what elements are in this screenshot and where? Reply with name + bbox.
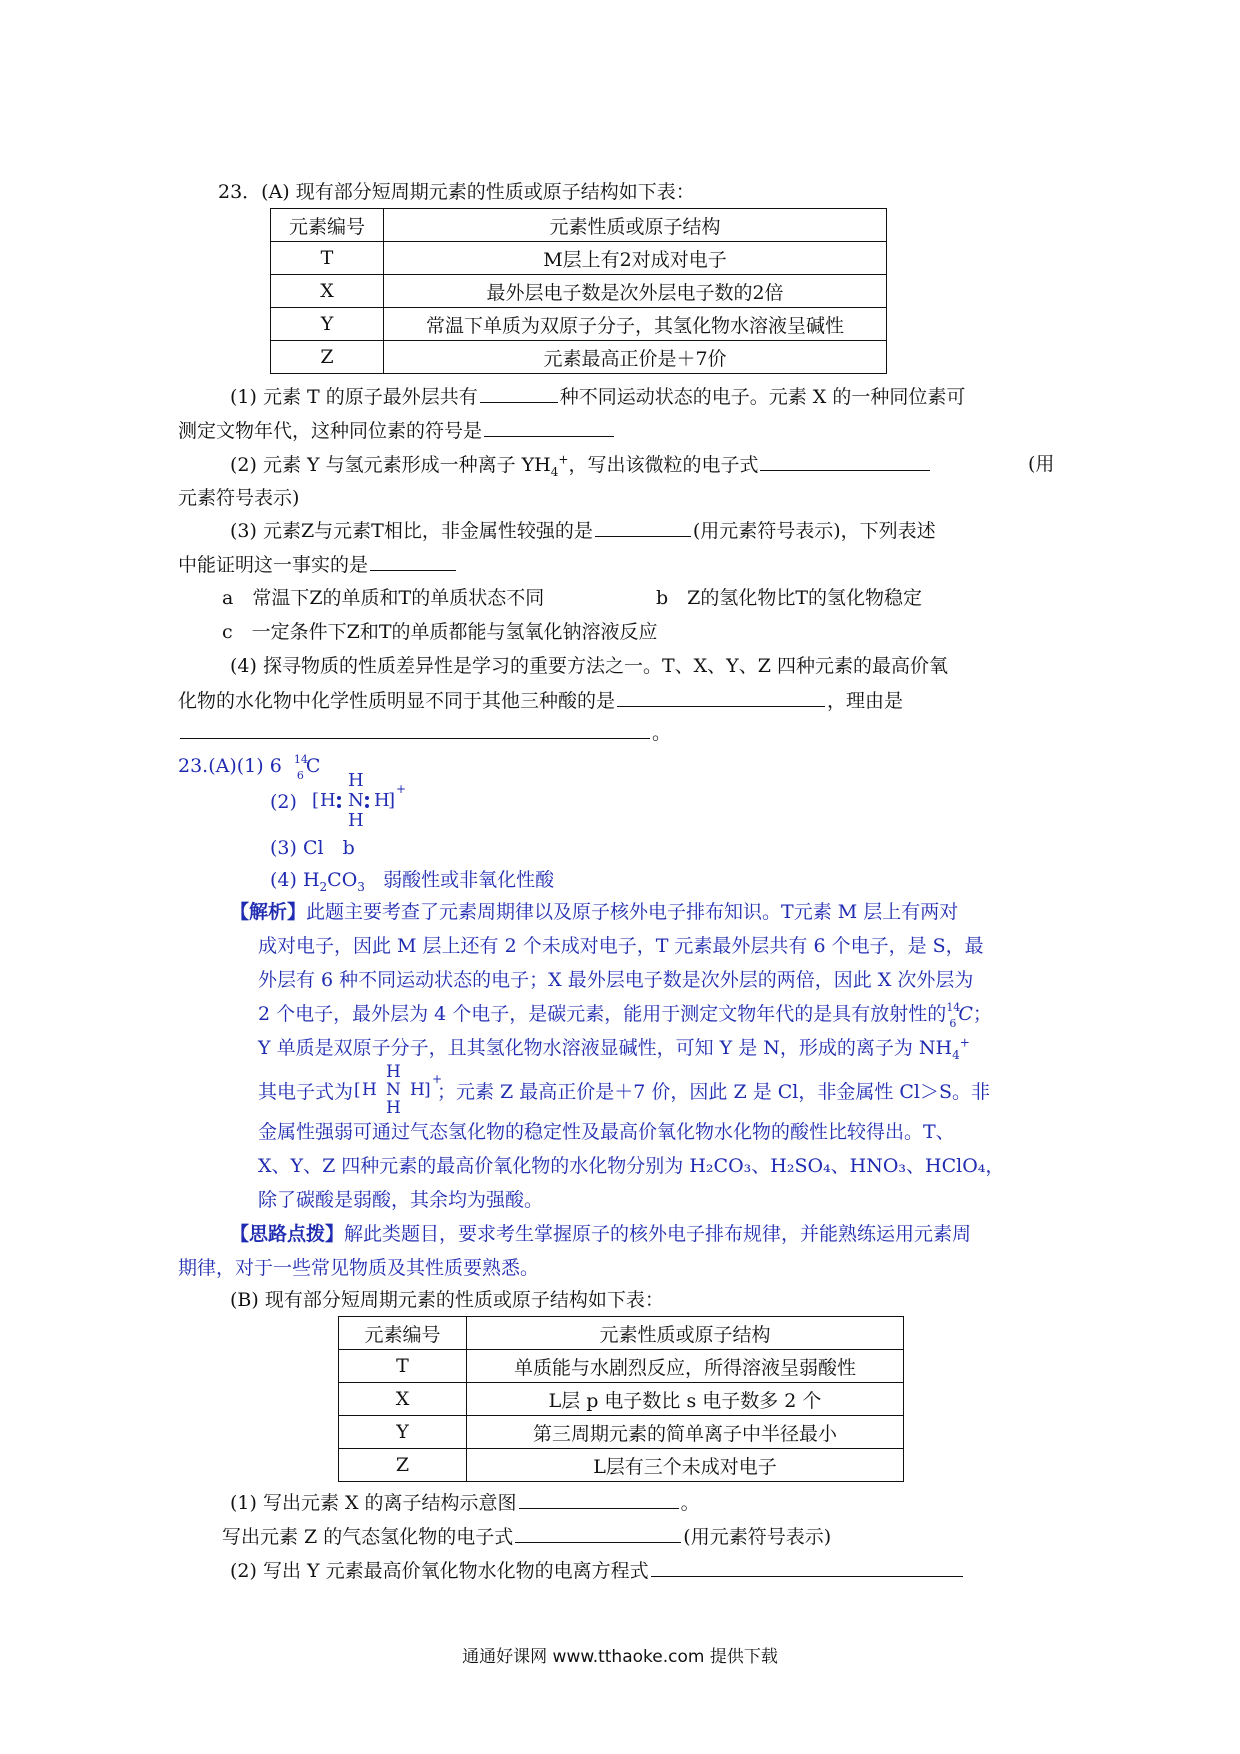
atom-h: H [348, 810, 364, 831]
table-cell-desc: 第三周期元素的简单离子中半径最小 [467, 1416, 904, 1449]
explanation-text: Y 单质是双原子分子，且其氢化物水溶液显碱性，可知 Y 是 N，形成的离子为 NH [258, 1037, 953, 1059]
superscript: + [558, 452, 569, 467]
explanation-line5 [258, 1034, 970, 1062]
q2-text: (2) 写出 Y 元素最高价氧化物水化物的电离方程式 [230, 1560, 649, 1582]
ammonium-electron-formula [312, 770, 407, 832]
explanation-line3: 外层有 6 种不同运动状态的电子；X 最外层电子数是次外层的两倍，因此 X 次外层为 [258, 969, 974, 991]
tip-line1 [230, 1220, 971, 1248]
atom-h: H [374, 790, 390, 811]
tip-text: 解此类题目，要求考生掌握原子的核外电子排布规律，并能熟练运用元素周 [344, 1223, 972, 1245]
table-header-cell: 元素性质或原子结构 [384, 209, 887, 242]
mass-number: 14 [946, 1001, 961, 1014]
part-a-title: 23．(A) 现有部分短周期元素的性质或原子结构如下表： [218, 181, 695, 203]
answer-text: CO [327, 869, 358, 891]
q1-text: (1) 写出元素 X 的离子结构示意图 [230, 1492, 517, 1514]
answer-blank[interactable] [651, 1556, 963, 1577]
table-row [271, 275, 887, 308]
q1-text: 种不同运动状态的电子。元素 X 的一种同位素可 [559, 386, 966, 408]
electron-dot [365, 796, 369, 800]
table-cell-desc: 元素最高正价是＋7价 [384, 341, 887, 374]
q1-text: (用元素符号表示) [683, 1526, 832, 1548]
answer-2 [270, 788, 297, 816]
part-a-table [270, 208, 887, 374]
answer-1 [178, 752, 320, 780]
subscript: 4 [952, 1047, 960, 1062]
part-a-q1-line2 [178, 416, 616, 445]
answer-blank[interactable] [595, 516, 691, 537]
part-a-q4-line2 [178, 686, 903, 715]
q2-text-right: (用 [1028, 453, 1055, 475]
table-header-cell: 元素编号 [339, 1317, 467, 1350]
answer-text: (2) [270, 791, 297, 813]
subscript: 3 [357, 879, 365, 894]
table-row [339, 1383, 904, 1416]
atomic-number: 6 [949, 1017, 957, 1030]
explanation-tag: 【解析】 [230, 901, 307, 923]
isotope-notation [946, 1000, 961, 1030]
bracket-left: [ [354, 1080, 361, 1100]
page-footer: 通通好课网 www.tthaoke.com 提供下载 [462, 1647, 778, 1667]
part-b-q1-line1 [230, 1488, 700, 1517]
part-b-q1-line2 [222, 1522, 831, 1551]
answer-blank[interactable] [760, 450, 930, 471]
q4-text: ，理由是 [827, 690, 904, 712]
bracket-right: ] [388, 790, 396, 811]
answer-blank[interactable] [180, 718, 650, 739]
table-row [339, 1350, 904, 1383]
answer-blank[interactable] [617, 686, 825, 707]
answer-blank[interactable] [480, 382, 558, 403]
electron-dot [337, 796, 341, 800]
element-symbol: C [958, 1003, 973, 1025]
explanation-text: 2 个电子，最外层为 4 个电子，是碳元素，能用于测定文物年代的是具有放射性的 [258, 1003, 947, 1025]
q1-text: 写出元素 Z 的气态氢化物的电子式 [222, 1526, 514, 1548]
table-cell-desc: 常温下单质为双原子分子，其氢化物水溶液呈碱性 [384, 308, 887, 341]
table-header-row [271, 209, 887, 242]
answer-text: 弱酸性或非氧化性酸 [383, 869, 555, 891]
table-cell-id: Z [271, 341, 384, 374]
table-cell-desc: L层有三个未成对电子 [467, 1449, 904, 1482]
isotope-notation [293, 752, 308, 782]
atomic-number: 6 [296, 769, 304, 782]
table-cell-id: X [339, 1383, 467, 1416]
table-cell-id: X [271, 275, 384, 308]
part-b-title: (B) 现有部分短周期元素的性质或原子结构如下表： [230, 1289, 664, 1311]
tip-line2: 期律，对于一些常见物质及其性质要熟悉。 [178, 1257, 540, 1279]
q2-text: ，写出该微粒的电子式 [568, 454, 759, 476]
table-row [339, 1416, 904, 1449]
table-row [271, 242, 887, 275]
explanation-line1 [230, 898, 958, 926]
table-cell-id: Y [339, 1416, 467, 1449]
option-c: c 一定条件下Z和T的单质都能与氢氧化钠溶液反应 [222, 621, 658, 643]
option-b: b Z的氢化物比T的氢化物稳定 [656, 587, 923, 609]
q1-text: 。 [680, 1492, 700, 1514]
explanation-line2: 成对电子，因此 M 层上还有 2 个未成对电子，T 元素最外层共有 6 个电子，是 S，最 [258, 935, 984, 957]
explanation-line4 [258, 1000, 992, 1028]
part-a-q2-line1 [230, 450, 932, 479]
explanation-text: ； [972, 1003, 992, 1025]
atom-h: H [386, 1062, 401, 1082]
atom-h: H [410, 1080, 425, 1100]
subscript: 4 [550, 464, 559, 479]
table-header-cell: 元素编号 [271, 209, 384, 242]
q1-text: (1) 元素 T 的原子最外层共有 [230, 386, 478, 408]
answer-blank[interactable] [519, 1488, 679, 1509]
explanation-text: 此题主要考查了元素周期律以及原子核外电子排布知识。T元素 M 层上有两对 [306, 901, 959, 923]
explanation-line7: 金属性强弱可通过气态氢化物的稳定性及最高价氧化物水化物的酸性比较得出。T、 [258, 1121, 955, 1143]
tip-tag: 【思路点拨】 [230, 1223, 345, 1245]
atom-n: N [348, 790, 364, 811]
part-a-q4-line1: (4) 探寻物质的性质差异性是学习的重要方法之一。T、X、Y、Z 四种元素的最高价氧 [230, 655, 948, 677]
table-cell-desc: L层 p 电子数比 s 电子数多 2 个 [467, 1383, 904, 1416]
q4-text: 。 [652, 722, 672, 744]
table-cell-id: T [339, 1350, 467, 1383]
atom-h: H [348, 770, 364, 791]
atom-h: H [320, 790, 336, 811]
table-row [339, 1449, 904, 1482]
q2-text: (2) 元素 Y 与氢元素形成一种离子 YH [230, 454, 551, 476]
q4-text: 化物的水化物中化学性质明显不同于其他三种酸的是 [178, 690, 616, 712]
electron-dot [337, 804, 341, 808]
answer-blank[interactable] [370, 550, 456, 571]
bracket-right: ] [424, 1080, 431, 1100]
atom-h: H [386, 1098, 401, 1118]
table-cell-id: T [271, 242, 384, 275]
answer-3: (3) Cl b [270, 837, 355, 859]
mass-number: 14 [293, 753, 308, 766]
ammonium-electron-formula-small [354, 1062, 444, 1122]
charge: + [432, 1072, 443, 1086]
table-cell-desc: M层上有2对成对电子 [384, 242, 887, 275]
table-row [271, 341, 887, 374]
q1-text: 测定文物年代，这种同位素的符号是 [178, 420, 483, 442]
q3-text: 中能证明这一事实的是 [178, 554, 369, 576]
explanation-text: ；元素 Z 最高正价是＋7 价，因此 Z 是 Cl，非金属性 Cl＞S。非 [437, 1081, 991, 1103]
option-a: a 常温下Z的单质和T的单质状态不同 [222, 587, 545, 609]
atom-h: H [362, 1080, 377, 1100]
part-a-q3-line2 [178, 550, 458, 579]
subscript: 2 [319, 879, 328, 894]
atom-n: N [386, 1080, 401, 1100]
answer-text: (4) H [270, 869, 320, 891]
explanation-text: 其电子式为 [258, 1081, 354, 1103]
part-a-q3-line1 [230, 516, 936, 545]
charge: + [396, 782, 407, 796]
table-header-row [339, 1317, 904, 1350]
bracket-left: [ [312, 790, 320, 811]
table-cell-desc: 单质能与水剧烈反应，所得溶液呈弱酸性 [467, 1350, 904, 1383]
answer-blank[interactable] [515, 1522, 681, 1543]
q2-text-cont: 元素符号表示) [178, 487, 300, 509]
table-cell-id: Z [339, 1449, 467, 1482]
q3-text: (3) 元素Z与元素T相比，非金属性较强的是 [230, 520, 593, 542]
superscript: + [959, 1035, 970, 1050]
table-cell-id: Y [271, 308, 384, 341]
answer-text: 23.(A)(1) 6 [178, 755, 282, 777]
explanation-line9: 除了碳酸是弱酸，其余均为强酸。 [258, 1189, 544, 1211]
answer-blank[interactable] [484, 416, 614, 437]
q3-text: (用元素符号表示)，下列表述 [692, 520, 936, 542]
table-row [271, 308, 887, 341]
part-a-q4-line3 [178, 718, 671, 747]
answer-4 [270, 866, 554, 894]
table-cell-desc: 最外层电子数是次外层电子数的2倍 [384, 275, 887, 308]
element-symbol: C [305, 755, 321, 777]
part-b-table [338, 1316, 904, 1482]
electron-dot [365, 804, 369, 808]
part-a-q1-line1 [230, 382, 965, 411]
part-b-q2 [230, 1556, 965, 1585]
explanation-line8: X、Y、Z 四种元素的最高价氧化物的水化物分别为 H₂CO₃、H₂SO₄、HNO₃、HClO₄， [258, 1155, 1005, 1177]
table-header-cell: 元素性质或原子结构 [467, 1317, 904, 1350]
